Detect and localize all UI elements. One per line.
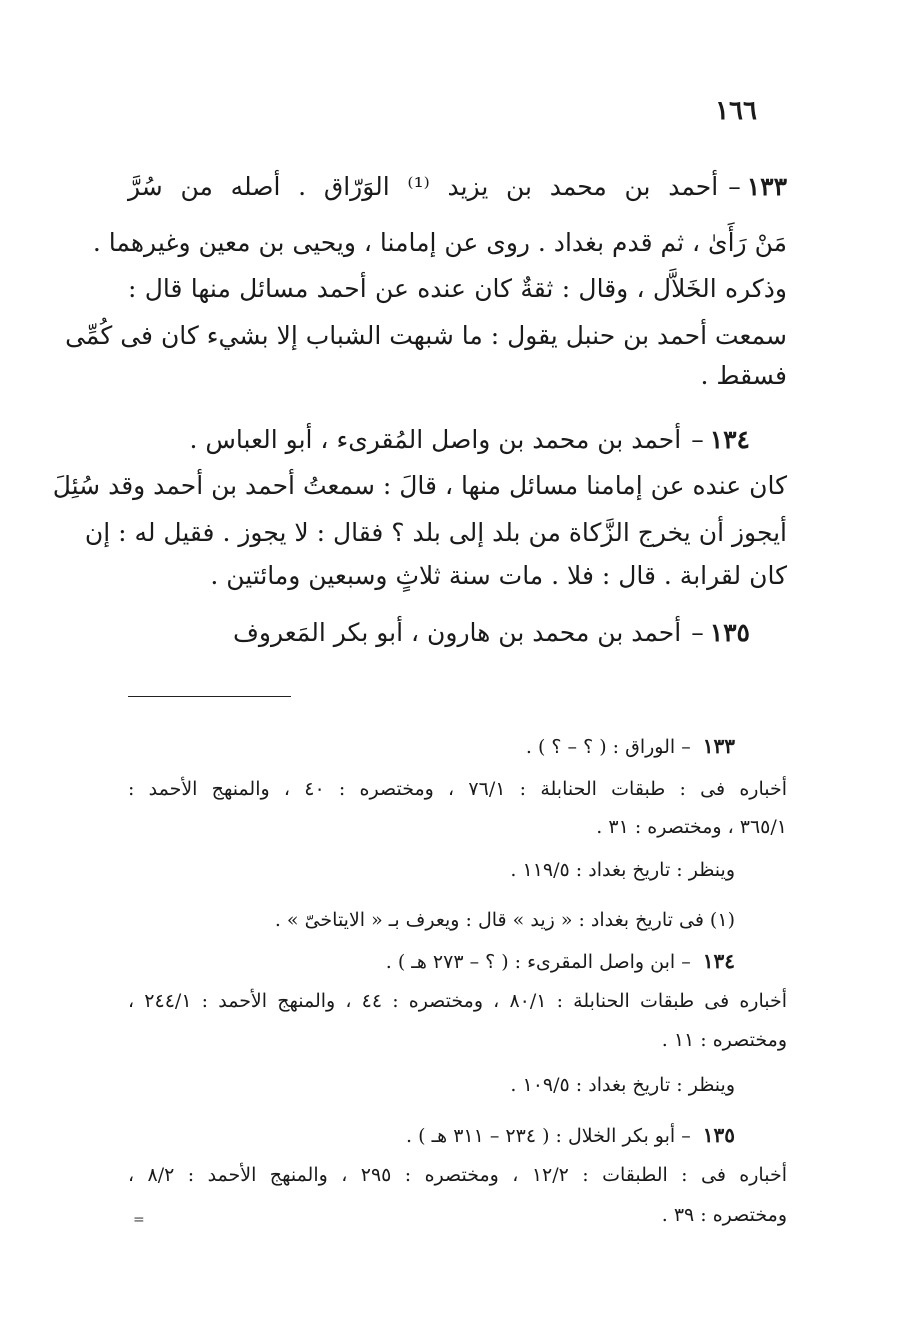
page-number: ١٦٦	[715, 96, 757, 126]
footnote-number: ١٣٤	[702, 949, 735, 973]
continuation-mark: =	[133, 1212, 145, 1228]
entry-133-line-1	[128, 174, 787, 199]
entry-number: ١٣٤	[709, 425, 750, 454]
footnote-heading-text: – الوراق : ( ؟ – ؟ ) .	[525, 736, 691, 758]
footnote-133-heading	[526, 736, 735, 757]
entry-134-line-2: كان عنده عن إمامنا مسائل منها ، قالَ : سمعتُ أحمد بن أحمد وقد سُئِلَ	[52, 471, 787, 500]
footnote-134-sources-2: ومختصره : ١١ .	[661, 1029, 787, 1051]
entry-134-line-1	[190, 427, 750, 452]
footnote-133-sources-2: ٣٦٥/١ ، ومختصره : ٣١ .	[596, 816, 787, 838]
footnote-number: ١٣٥	[702, 1123, 735, 1147]
footnote-1-note: (١) فى تاريخ بغداد : « زيد » قال : ويعرف بـ « الايتاخىّ » .	[274, 909, 735, 931]
entry-text: أحمد بن محمد بن هارون ، أبو بكر المَعروف	[232, 618, 682, 647]
entry-text: أحمد بن محمد بن يزيد ⁽¹⁾ الوَرّاق . أصله من سُرَّ	[128, 172, 719, 201]
entry-134-line-4: كان لقرابة . قال : فلا . مات سنة ثلاثٍ وسبعين ومائتين .	[210, 561, 787, 590]
footnote-134-see-also: وينظر : تاريخ بغداد : ١٠٩/٥ .	[510, 1074, 735, 1096]
entry-133-line-2: مَنْ رَأَىٰ ، ثم قدم بغداد . روى عن إمامنا ، ويحيى بن معين وغيرهما .	[92, 228, 787, 257]
footnote-134-sources-1: أخباره فى طبقات الحنابلة : ٨٠/١ ، ومختصره : ٤٤ ، والمنهج الأحمد : ٢٤٤/١ ،	[128, 990, 787, 1012]
entry-dash: –	[691, 618, 704, 647]
entry-number: ١٣٣	[746, 172, 788, 201]
entry-133-line-4: سمعت أحمد بن حنبل يقول : ما شبهت الشباب إلا بشيء كان فى كُمِّى	[65, 321, 787, 350]
footnote-135-sources-1: أخباره فى : الطبقات : ١٢/٢ ، ومختصره : ٢٩٥ ، والمنهج الأحمد : ٨/٢ ،	[128, 1164, 787, 1186]
entry-text: أحمد بن محمد بن واصل المُقرىء ، أبو العباس .	[189, 425, 682, 454]
entry-dash: –	[728, 172, 741, 201]
footnote-133-sources-1: أخباره فى : طبقات الحنابلة : ٧٦/١ ، ومختصره : ٤٠ ، والمنهج الأحمد :	[128, 778, 787, 800]
entry-133-line-3: وذكره الخَلاَّل ، وقال : ثقةٌ كان عنده عن أحمد مسائل منها قال :	[128, 274, 787, 303]
entry-133-line-5: فسقط .	[700, 361, 787, 390]
footnote-number: ١٣٣	[702, 734, 735, 758]
footnote-separator	[128, 696, 291, 697]
footnote-heading-text: – أبو بكر الخلال : ( ٢٣٤ – ٣١١ هـ ) .	[406, 1125, 691, 1147]
footnote-heading-text: – ابن واصل المقرىء : ( ؟ – ٢٧٣ هـ ) .	[385, 951, 691, 973]
footnote-135-sources-2: ومختصره : ٣٩ .	[661, 1204, 787, 1226]
entry-134-line-3: أيجوز أن يخرج الزَّكاة من بلد إلى بلد ؟ فقال : لا يجوز . فقيل له : إن	[84, 518, 787, 547]
footnote-133-see-also: وينظر : تاريخ بغداد : ١١٩/٥ .	[510, 859, 735, 881]
entry-dash: –	[691, 425, 704, 454]
entry-135-line-1	[233, 620, 750, 645]
footnote-135-heading	[406, 1125, 735, 1146]
entry-number: ١٣٥	[709, 618, 750, 647]
footnote-134-heading	[386, 951, 735, 972]
